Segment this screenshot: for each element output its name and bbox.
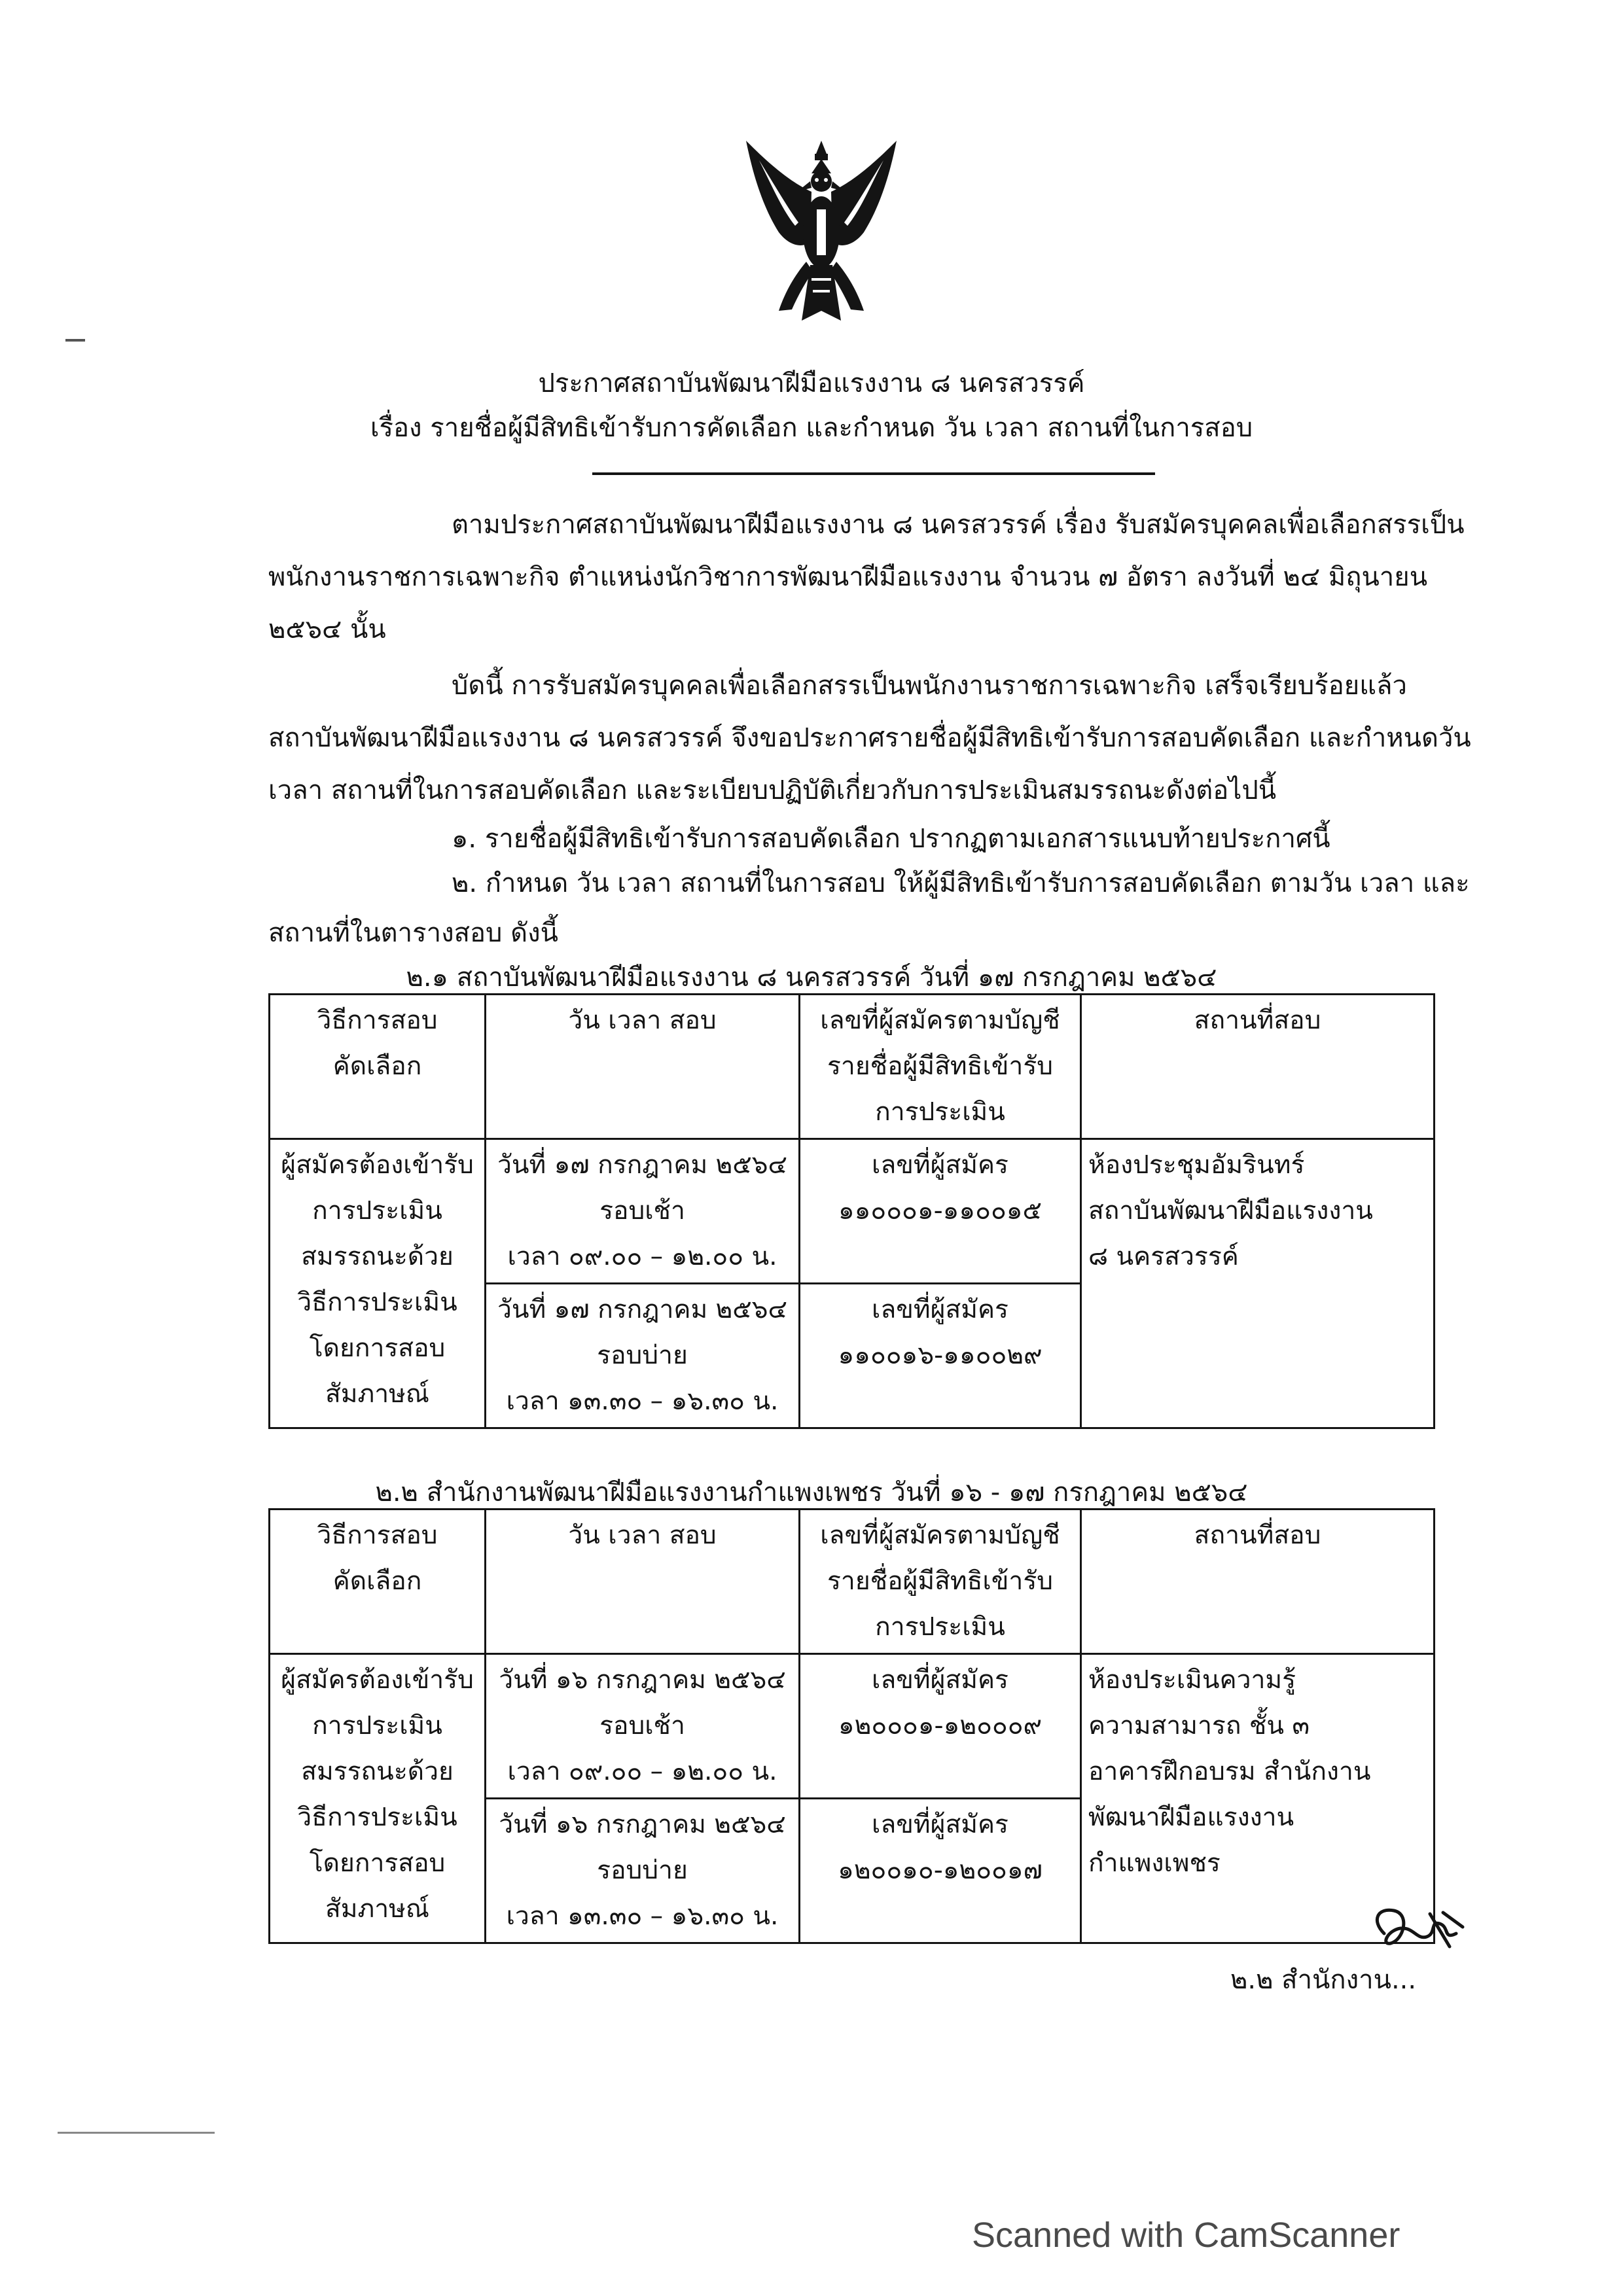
- announcement-title: ประกาศสถาบันพัฒนาฝีมือแรงงาน ๘ นครสวรรค์: [538, 368, 1085, 398]
- exam-datetime-cell: วันที่ ๑๗ กรกฎาคม ๒๕๖๔ รอบบ่าย เวลา ๑๓.๓๐ – ๑๖.๓๐ น.: [486, 1284, 800, 1428]
- item-1: ๑. รายชื่อผู้มีสิทธิเข้ารับการสอบคัดเลือก ปรากฏตามเอกสารแนบท้ายประกาศนี้: [452, 824, 1330, 854]
- exam-method-cell: ผู้สมัครต้องเข้ารับ การประเมิน สมรรถนะด้วย วิธีการประเมิน โดยการสอบ สัมภาษณ์: [270, 1654, 486, 1943]
- header-method: วิธีการสอบ คัดเลือก: [270, 995, 486, 1139]
- schedule-2-caption: ๒.๒ สำนักงานพัฒนาฝีมือแรงงานกำแพงเพชร วันที่ ๑๖ - ๑๗ กรกฎาคม ๒๕๖๔: [375, 1477, 1248, 1508]
- schedule-1-caption: ๒.๑ สถาบันพัฒนาฝีมือแรงงาน ๘ นครสวรรค์ วันที่ ๑๗ กรกฎาคม ๒๕๖๔: [406, 963, 1217, 993]
- title-underline: [592, 472, 1155, 475]
- table-header-row: [270, 1510, 1435, 1654]
- item-2-line-2: สถานที่ในตารางสอบ ดังนี้: [268, 918, 558, 948]
- intro-line-1: ตามประกาศสถาบันพัฒนาฝีมือแรงงาน ๘ นครสวรรค์ เรื่อง รับสมัครบุคคลเพื่อเลือกสรรเป็น: [452, 510, 1465, 540]
- header-applicant: เลขที่ผู้สมัครตามบัญชี รายชื่อผู้มีสิทธิเข้ารับ การประเมิน: [800, 995, 1081, 1139]
- table-header-row: [270, 995, 1435, 1139]
- intro-line-3: ๒๕๖๔ นั้น: [268, 614, 386, 645]
- header-applicant: เลขที่ผู้สมัครตามบัญชี รายชื่อผู้มีสิทธิเข้ารับ การประเมิน: [800, 1510, 1081, 1654]
- exam-place-cell: ห้องประชุมอัมรินทร์ สถาบันพัฒนาฝีมือแรงงาน ๘ นครสวรรค์: [1081, 1139, 1435, 1428]
- scanner-watermark: Scanned with CamScanner: [972, 2216, 1400, 2255]
- exam-datetime-cell: วันที่ ๑๖ กรกฎาคม ๒๕๖๔ รอบบ่าย เวลา ๑๓.๓๐ – ๑๖.๓๐ น.: [486, 1799, 800, 1943]
- header-datetime: วัน เวลา สอบ: [486, 1510, 800, 1654]
- scan-artifact: [58, 2132, 215, 2134]
- body-line-1: บัดนี้ การรับสมัครบุคคลเพื่อเลือกสรรเป็นพนักงานราชการเฉพาะกิจ เสร็จเรียบร้อยแล้ว: [452, 671, 1407, 701]
- item-2-line-1: ๒. กำหนด วัน เวลา สถานที่ในการสอบ ให้ผู้มีสิทธิเข้ารับการสอบคัดเลือก ตามวัน เวลา และ: [452, 868, 1470, 898]
- applicant-range-cell: เลขที่ผู้สมัคร ๑๑๐๐๐๑-๑๑๐๐๑๕: [800, 1139, 1081, 1284]
- header-datetime: วัน เวลา สอบ: [486, 995, 800, 1139]
- page-continuation: ๒.๒ สำนักงาน...: [1230, 1965, 1417, 1995]
- signature-initials-icon: [1364, 1901, 1469, 1960]
- exam-datetime-cell: วันที่ ๑๖ กรกฎาคม ๒๕๖๔ รอบเช้า เวลา ๐๙.๐๐ – ๑๒.๐๐ น.: [486, 1654, 800, 1799]
- exam-datetime-cell: วันที่ ๑๗ กรกฎาคม ๒๕๖๔ รอบเช้า เวลา ๐๙.๐๐ – ๑๒.๐๐ น.: [486, 1139, 800, 1284]
- announcement-subject: เรื่อง รายชื่อผู้มีสิทธิเข้ารับการคัดเลือก และกำหนด วัน เวลา สถานที่ในการสอบ: [370, 413, 1253, 443]
- body-line-3: เวลา สถานที่ในการสอบคัดเลือก และระเบียบปฏิบัติเกี่ยวกับการประเมินสมรรถนะดังต่อไปนี้: [268, 775, 1277, 805]
- intro-line-2: พนักงานราชการเฉพาะกิจ ตำแหน่งนักวิชาการพัฒนาฝีมือแรงงาน จำนวน ๗ อัตรา ลงวันที่ ๒๔ มิถุนายน: [268, 562, 1428, 592]
- schedule-1-table: [268, 993, 1435, 1429]
- table-row: [270, 1139, 1435, 1284]
- applicant-range-cell: เลขที่ผู้สมัคร ๑๒๐๐๐๑-๑๒๐๐๐๙: [800, 1654, 1081, 1799]
- garuda-emblem-icon: [733, 134, 910, 330]
- schedule-2-table: [268, 1508, 1435, 1944]
- applicant-range-cell: เลขที่ผู้สมัคร ๑๒๐๐๑๐-๑๒๐๐๑๗: [800, 1799, 1081, 1943]
- header-place: สถานที่สอบ: [1081, 1510, 1435, 1654]
- exam-method-cell: ผู้สมัครต้องเข้ารับ การประเมิน สมรรถนะด้วย วิธีการประเมิน โดยการสอบ สัมภาษณ์: [270, 1139, 486, 1428]
- header-place: สถานที่สอบ: [1081, 995, 1435, 1139]
- scan-artifact: [65, 339, 85, 342]
- header-method: วิธีการสอบ คัดเลือก: [270, 1510, 486, 1654]
- exam-place-cell: ห้องประเมินความรู้ ความสามารถ ชั้น ๓ อาคารฝึกอบรม สำนักงาน พัฒนาฝีมือแรงงาน กำแพงเพชร: [1081, 1654, 1435, 1943]
- body-line-2: สถาบันพัฒนาฝีมือแรงงาน ๘ นครสวรรค์ จึงขอประกาศรายชื่อผู้มีสิทธิเข้ารับการสอบคัดเลือก และกำหนดวัน: [268, 723, 1471, 753]
- table-row: [270, 1654, 1435, 1799]
- applicant-range-cell: เลขที่ผู้สมัคร ๑๑๐๐๑๖-๑๑๐๐๒๙: [800, 1284, 1081, 1428]
